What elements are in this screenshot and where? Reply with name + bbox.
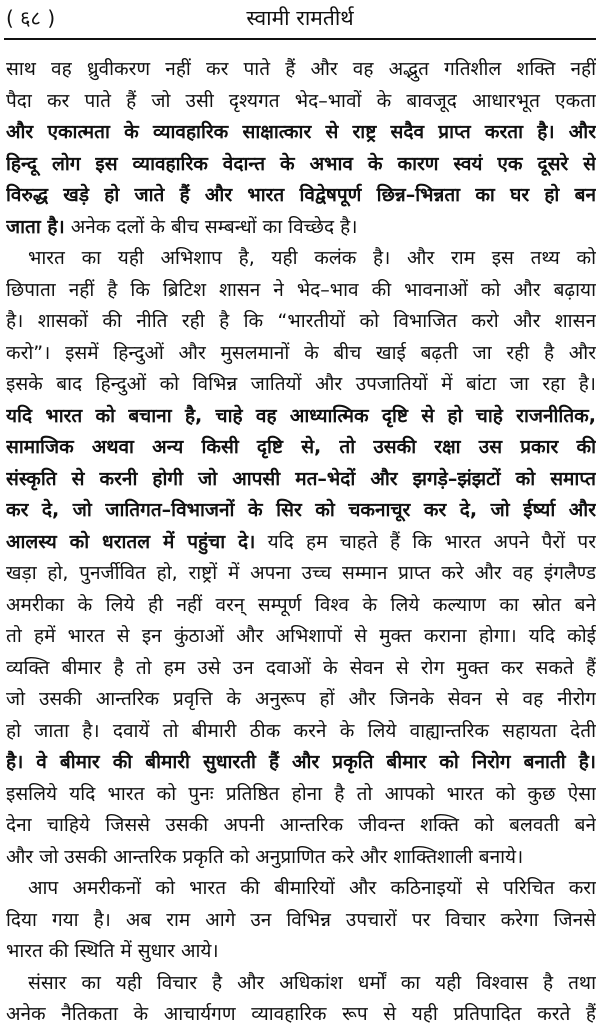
text-line: और एकात्मता के व्यावहारिक साक्षात्कार से राष्ट्र सदैव प्राप्त करता है। और bbox=[6, 121, 596, 143]
running-title: स्वामी रामतीर्थ bbox=[246, 6, 354, 30]
text-line: खड़ा हो, पुनर्जीवित हो, राष्ट्रों में अपना उच्च सम्मान प्राप्त करे और वह इंगलैण्ड bbox=[6, 562, 596, 584]
page-number: ( ६८ ) bbox=[6, 6, 56, 30]
text-line: और जो उसकी आन्तरिक प्रकृति को अनुप्राणित करे और शाक्तिशाली बनाये। bbox=[6, 845, 524, 868]
page-header bbox=[0, 0, 600, 40]
text-line: देना चाहिये जिससे उसकी अपनी आन्तरिक जीवन्त शक्ति को बलवती बने bbox=[6, 814, 596, 836]
text-line: पैदा कर पाते हैं जो उसी दृश्यगत भेद–भावों के बावजूद आधारभूत एकता bbox=[6, 89, 596, 112]
text-line: संसार का यही विचार है और अधिकांश धर्मों का यही विश्वास है तथा bbox=[28, 971, 596, 994]
text-line: हिन्दू लोग इस व्यावहारिक वेदान्त के अभाव के कारण स्वयं एक दूसरे से bbox=[6, 152, 596, 175]
text-line: जाता है। अनेक दलों के बीच सम्बन्धों का विच्छेद है। bbox=[6, 215, 358, 238]
text-line: अमरीका के लिये ही नहीं वरन् सम्पूर्ण विश्व के लिये कल्याण का स्रोत बने bbox=[6, 593, 596, 616]
text-line: यदि भारत को बचाना है, चाहे वह आध्यात्मिक दृष्टि से हो चाहे राजनीतिक, bbox=[6, 404, 596, 427]
text-line: विरुद्ध खड़े हो जाते हैं और भारत विद्वेषपूर्ण छिन्न–भिन्नता का घर हो बन bbox=[6, 184, 596, 206]
text-line: हो जाता है। दवायें तो बीमारी ठीक करने के लिये वाह्यान्तरिक सहायता देती bbox=[6, 719, 596, 742]
text-line: व्यक्ति बीमार है तो हम उसे उन दवाओं के सेवन से रोग मुक्त कर सकते हैं bbox=[6, 656, 596, 679]
text-line: है। शासकों की नीति रही है कि “भारतीयों को विभाजित करो और शासन bbox=[6, 310, 596, 332]
text-line: तो हमें भारत से इन कुंठाओं और अभिशापों से मुक्त कराना होगा। यदि कोई bbox=[6, 625, 596, 647]
text-line: आलस्य को धरातल में पहुंचा दे। यदि हम चाहते हैं कि भारत अपने पैरों पर bbox=[6, 530, 596, 553]
text-line: जो उसकी आन्तरिक प्रवृत्ति के अनुरूप हों और जिनके सेवन से वह नीरोग bbox=[6, 688, 596, 710]
text-line: संस्कृति से करनी होगी जो आपसी मत–भेदों और झगड़े–झंझटों को समाप्त bbox=[6, 467, 596, 490]
text-line: इसके बाद हिन्दुओं को विभिन्न जातियों और उपजातियों में बांटा जा रहा है। bbox=[6, 373, 596, 395]
text-line: इसलिये यदि भारत को पुनः प्रतिष्ठित होना है तो आपको भारत को कुछ ऐसा bbox=[6, 782, 596, 805]
body-text bbox=[6, 54, 596, 1031]
text-line: आप अमरीकनों को भारत की बीमारियों और कठिनाइयों से परिचित करा bbox=[28, 877, 596, 899]
text-line: कर दे, जो जातिगत–विभाजनों के सिर को चकनाचूर कर दे, जो ईर्ष्या और bbox=[6, 499, 596, 521]
text-line: भारत की स्थिति में सुधार आये। bbox=[6, 940, 219, 962]
text-line: भारत का यही अभिशाप है, यही कलंक है। और राम इस तथ्य को bbox=[28, 247, 596, 269]
text-line: साथ वह ध्रुवीकरण नहीं कर पाते हैं और वह अद्भुत गतिशील शक्ति नहीं bbox=[6, 58, 596, 80]
text-line: दिया गया है। अब राम आगे उन विभिन्न उपचारों पर विचार करेगा जिनसे bbox=[6, 908, 596, 931]
text-line: अनेक नैतिकता के आचार्यगण व्यावहारिक रूप से यही प्रतिपादित करते हैं bbox=[6, 1003, 596, 1025]
text-line: सामाजिक अथवा अन्य किसी दृष्टि से, तो उसकी रक्षा उस प्रकार की bbox=[6, 436, 596, 458]
header-rule bbox=[4, 38, 596, 40]
text-line: करो”। इसमें हिन्दुओं और मुसलमानों के बीच खाई बढ़ती जा रही है और bbox=[6, 341, 596, 364]
text-line: छिपाता नहीं है कि ब्रिटिश शासन ने भेद–भाव की भावनाओं को और बढ़ाया bbox=[6, 278, 596, 301]
text-line: है। वे बीमार की बीमारी सुधारती हैं और प्रकृति बीमार को निरोग बनाती है। bbox=[6, 751, 596, 773]
